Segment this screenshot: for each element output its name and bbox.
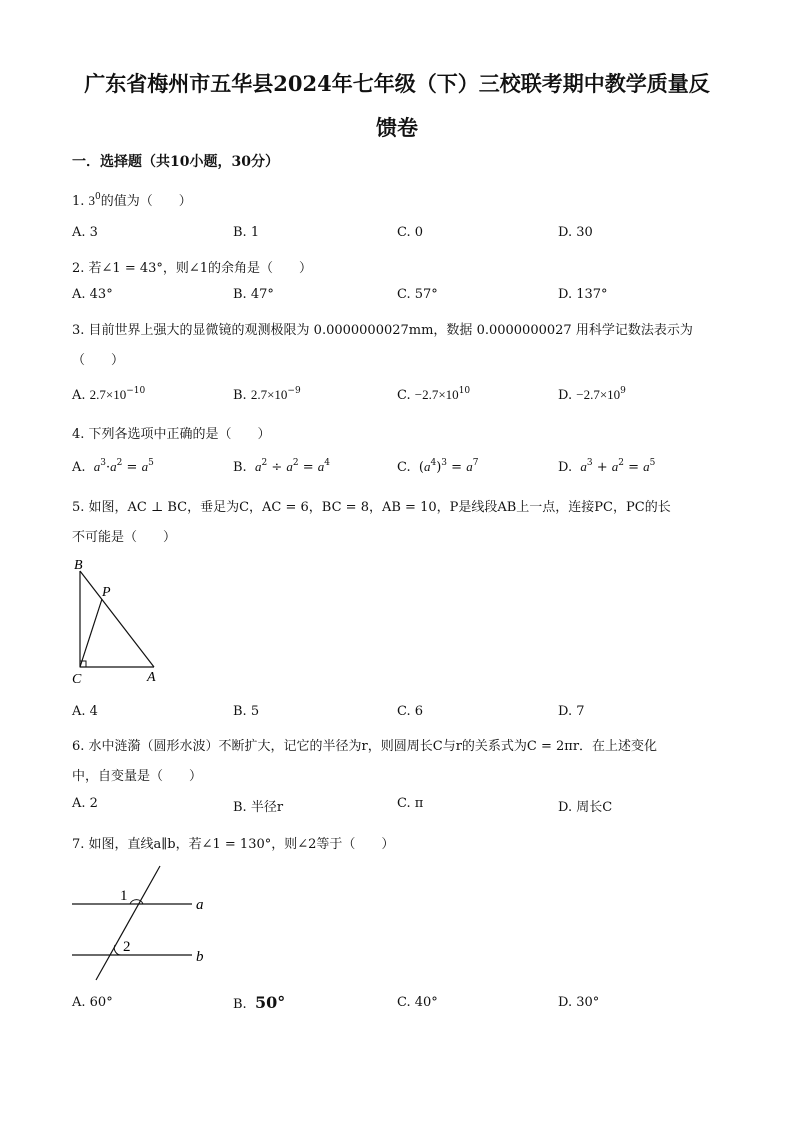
angle-2-label: 2 (123, 939, 131, 955)
q3-option-a: A. $2.7\times 10^{-10}$ (72, 386, 146, 403)
section-heading: 一．选择题（共10小题，30分） (72, 154, 279, 170)
q6-option-d: D. 周长C (558, 800, 613, 815)
q5-option-c: C. 6 (397, 704, 424, 719)
q7-parallel-lines-figure (68, 862, 218, 987)
q1-option-c: C. 0 (397, 225, 424, 240)
q2-option-b: B. 47° (233, 287, 274, 302)
question-7: 7. 如图，直线a∥b，若∠1 = 130°，则∠2等于（ ） (72, 837, 395, 852)
q7-option-c: C. 40° (397, 995, 438, 1010)
q7-option-b: B. 50° (233, 993, 286, 1012)
q4-option-d: D. $a^3 + a^2 = a^5$ (558, 458, 656, 475)
label-a: A (147, 670, 156, 685)
q7-option-a: A. 60° (72, 995, 113, 1010)
question-3-line2: （ ） (72, 353, 125, 368)
line-b-label: b (196, 949, 204, 965)
q5-option-b: B. 5 (233, 704, 260, 719)
q2-option-a: A. 43° (72, 287, 113, 302)
q3-option-d: D. $-2.7\times 10^9$ (558, 386, 626, 403)
question-2: 2. 若∠1 = 43°，则∠1的余角是（ ） (72, 261, 313, 276)
q6-option-a: A. 2 (72, 796, 98, 811)
q6-option-c: C. π (397, 796, 424, 811)
q4-option-a: A. $a^3\cdot a^2 = a^5$ (72, 458, 154, 475)
q3-option-b: B. $2.7\times 10^{-9}$ (233, 386, 301, 403)
question-4: 4. 下列各选项中正确的是（ ） (72, 427, 271, 442)
q5-option-a: A. 4 (72, 704, 98, 719)
question-1: 1. $3^0$的值为（ ） (72, 192, 192, 209)
q2-option-c: C. 57° (397, 287, 438, 302)
q3-option-c: C. $-2.7\times 10^{10}$ (397, 386, 471, 403)
line-a-label: a (196, 897, 204, 913)
question-5-line1: 5. 如图，AC ⊥ BC，垂足为C，AC = 6，BC = 8，AB = 10，P是线段AB上一点，连接PC，PC的长 (72, 500, 671, 515)
q6-option-b: B. 半径r (233, 800, 284, 815)
q5-triangle-figure (68, 555, 178, 690)
question-6-line2: 中，自变量是（ ） (72, 769, 203, 784)
question-3-line1: 3. 目前世界上强大的显微镜的观测极限为 0.0000000027mm，数据 0.0000000027 用科学记数法表示为 (72, 323, 693, 338)
angle-1-label: 1 (120, 888, 128, 904)
q7-option-d: D. 30° (558, 995, 600, 1010)
q2-option-d: D. 137° (558, 287, 608, 302)
q1-option-b: B. 1 (233, 225, 260, 240)
question-6-line1: 6. 水中涟漪（圆形水波）不断扩大，记它的半径为r，则圆周长C与r的关系式为C = 2πr．在上述变化 (72, 739, 658, 754)
page-title-line2: 馈卷 (376, 115, 418, 140)
question-5-line2: 不可能是（ ） (72, 530, 177, 545)
q4-option-b: B. $a^2 \div a^2 = a^4$ (233, 458, 330, 475)
label-p: P (102, 585, 111, 600)
label-c: C (72, 672, 82, 687)
page-title-line1: 广东省梅州市五华县2024年七年级（下）三校联考期中教学质量反 (84, 71, 710, 96)
q5-option-d: D. 7 (558, 704, 585, 719)
q1-option-d: D. 30 (558, 225, 593, 240)
q1-option-a: A. 3 (72, 225, 98, 240)
label-b: B (74, 558, 83, 573)
q4-option-c: C. $(a^4)^3 = a^7$ (397, 458, 479, 475)
